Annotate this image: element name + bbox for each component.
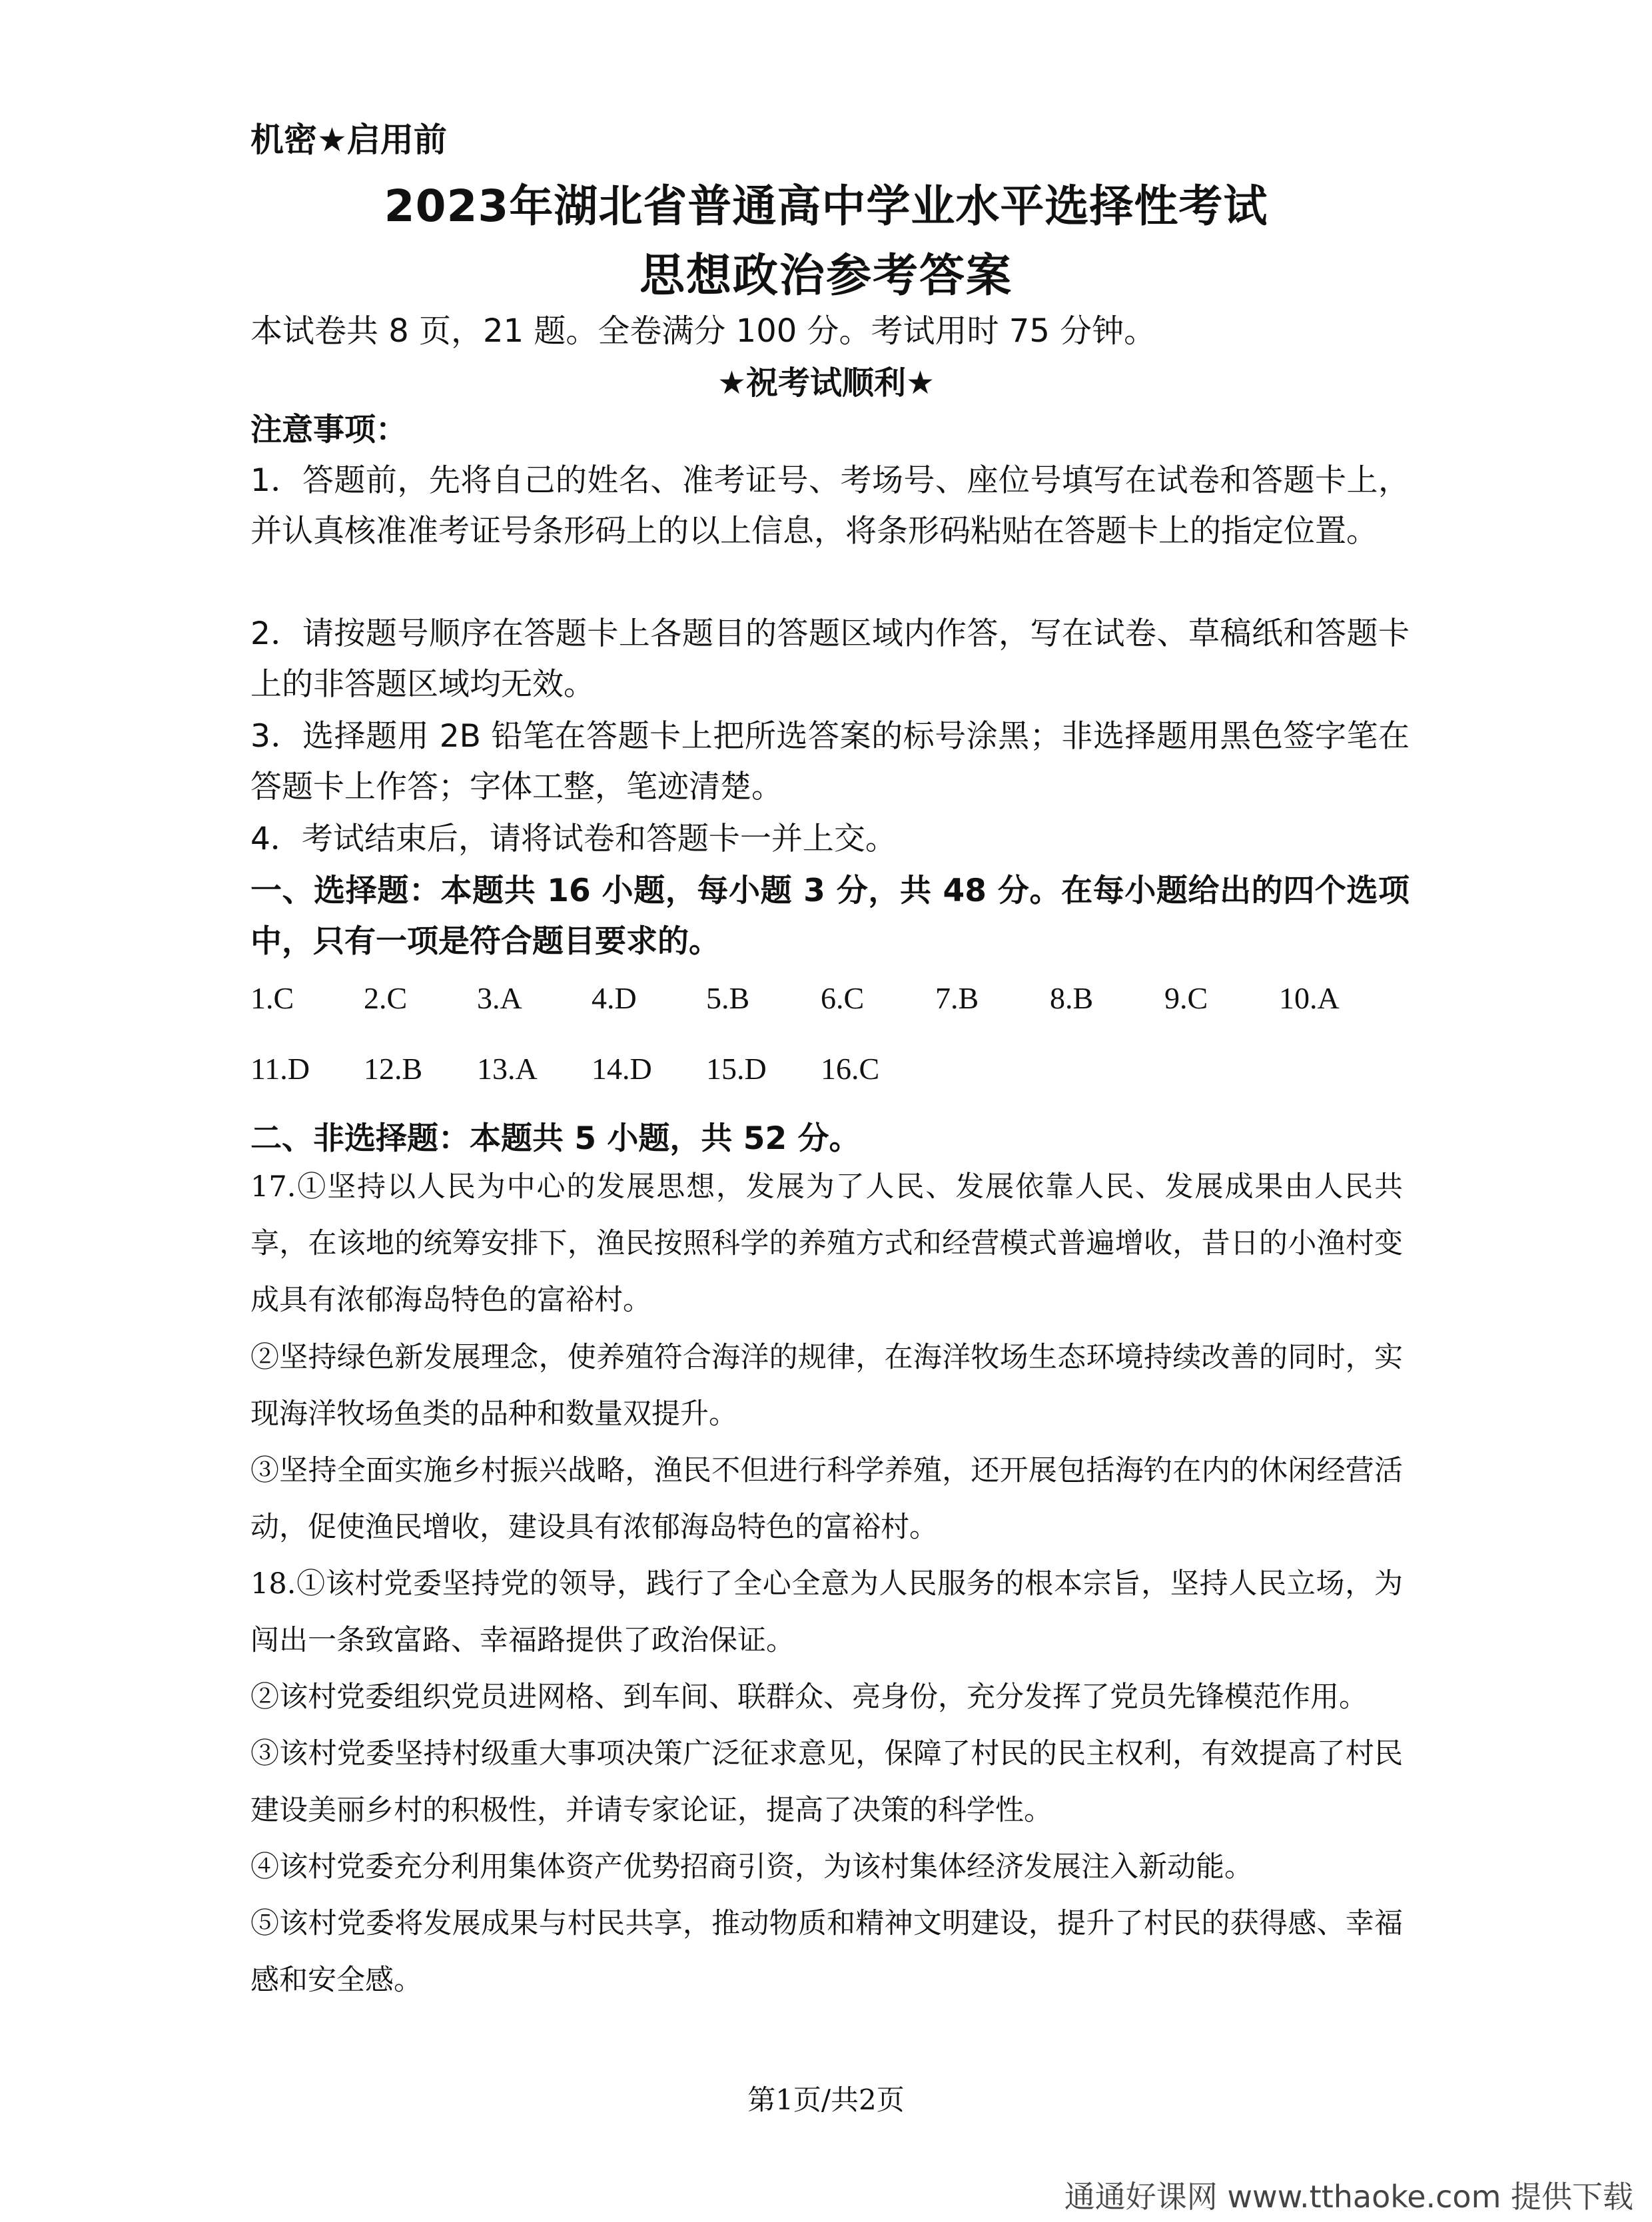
answer-item: 14.D: [592, 1052, 652, 1086]
answer-item: 11.D: [250, 1052, 310, 1086]
section-1-heading: 一、选择题：本题共 16 小题，每小题 3 分，共 48 分。在每小题给出的四个选项中，只有一项是符合题目要求的。: [250, 873, 1410, 960]
answer-item: 15.D: [706, 1052, 767, 1086]
answer-item: 10.A: [1279, 981, 1340, 1015]
notice-heading: 注意事项：: [250, 412, 407, 448]
answer-item: 12.B: [364, 1052, 423, 1086]
notice-item-3: 3．选择题用 2B 铅笔在答题卡上把所选答案的标号涂黑；非选择题用黑色签字笔在答题卡上作答；字体工整，笔迹清楚。: [250, 718, 1410, 805]
answer-item: 9.C: [1164, 981, 1208, 1015]
answer-item: 16.C: [821, 1052, 880, 1086]
q17-point-1: 17.①坚持以人民为中心的发展思想，发展为了人民、发展依靠人民、发展成果由人民共享，在该地的统筹安排下，渔民按照科学的养殖方式和经营模式普遍增收，昔日的小渔村变成具有浓郁海岛特色的富裕村。: [250, 1170, 1403, 1317]
exam-meta: 本试卷共 8 页，21 题。全卷满分 100 分。考试用时 75 分钟。: [250, 312, 1156, 350]
q18-point-3: ③该村党委坚持村级重大事项决策广泛征求意见，保障了村民的民主权利，有效提高了村民建设美丽乡村的积极性，并请专家论证，提高了决策的科学性。: [250, 1737, 1403, 1827]
answer-item: 5.B: [706, 981, 750, 1015]
q18-point-4: ④该村党委充分利用集体资产优势招商引资，为该村集体经济发展注入新动能。: [250, 1850, 1253, 1884]
notice-item-1: 1．答题前，先将自己的姓名、准考证号、考场号、座位号填写在试卷和答题卡上，并认真核准准考证号条形码上的以上信息，将条形码粘贴在答题卡上的指定位置。: [250, 462, 1410, 550]
answer-item: 13.A: [477, 1052, 538, 1086]
answer-item: 1.C: [250, 981, 294, 1015]
source-watermark: 通通好课网 www.tthaoke.com 提供下载: [1064, 2179, 1633, 2215]
answer-item: 3.A: [477, 981, 522, 1015]
page-number: 第1页/共2页: [747, 2083, 905, 2116]
notice-item-4: 4．考试结束后，请将试卷和答题卡一并上交。: [250, 821, 897, 857]
answer-item: 7.B: [935, 981, 979, 1015]
exam-subtitle: 思想政治参考答案: [639, 250, 1013, 302]
answer-item: 6.C: [821, 981, 865, 1015]
answer-item: 8.B: [1050, 981, 1094, 1015]
q18-point-1: 18.①该村党委坚持党的领导，践行了全心全意为人民服务的根本宗旨，坚持人民立场，为闯出一条致富路、幸福路提供了政治保证。: [250, 1567, 1403, 1657]
q18-point-2: ②该村党委组织党员进网格、到车间、联群众、亮身份，充分发挥了党员先锋模范作用。: [250, 1680, 1368, 1714]
q18-point-5: ⑤该村党委将发展成果与村民共享，推动物质和精神文明建设，提升了村民的获得感、幸福感和安全感。: [250, 1907, 1403, 1997]
exam-title: 2023年湖北省普通高中学业水平选择性考试: [384, 181, 1268, 232]
answer-item: 2.C: [364, 981, 408, 1015]
notice-item-2: 2．请按题号顺序在答题卡上各题目的答题区域内作答，写在试卷、草稿纸和答题卡上的非答题区域均无效。: [250, 615, 1410, 703]
confidential-label: 机密★启用前: [250, 121, 447, 159]
answer-item: 4.D: [592, 981, 637, 1015]
section-2-heading: 二、非选择题：本题共 5 小题，共 52 分。: [250, 1120, 861, 1157]
good-luck-line: ★祝考试顺利★: [717, 364, 935, 402]
q17-point-3: ③坚持全面实施乡村振兴战略，渔民不但进行科学养殖，还开展包括海钓在内的休闲经营活动，促使渔民增收，建设具有浓郁海岛特色的富裕村。: [250, 1454, 1403, 1544]
q17-point-2: ②坚持绿色新发展理念，使养殖符合海洋的规律，在海洋牧场生态环境持续改善的同时，实现海洋牧场鱼类的品种和数量双提升。: [250, 1341, 1403, 1431]
